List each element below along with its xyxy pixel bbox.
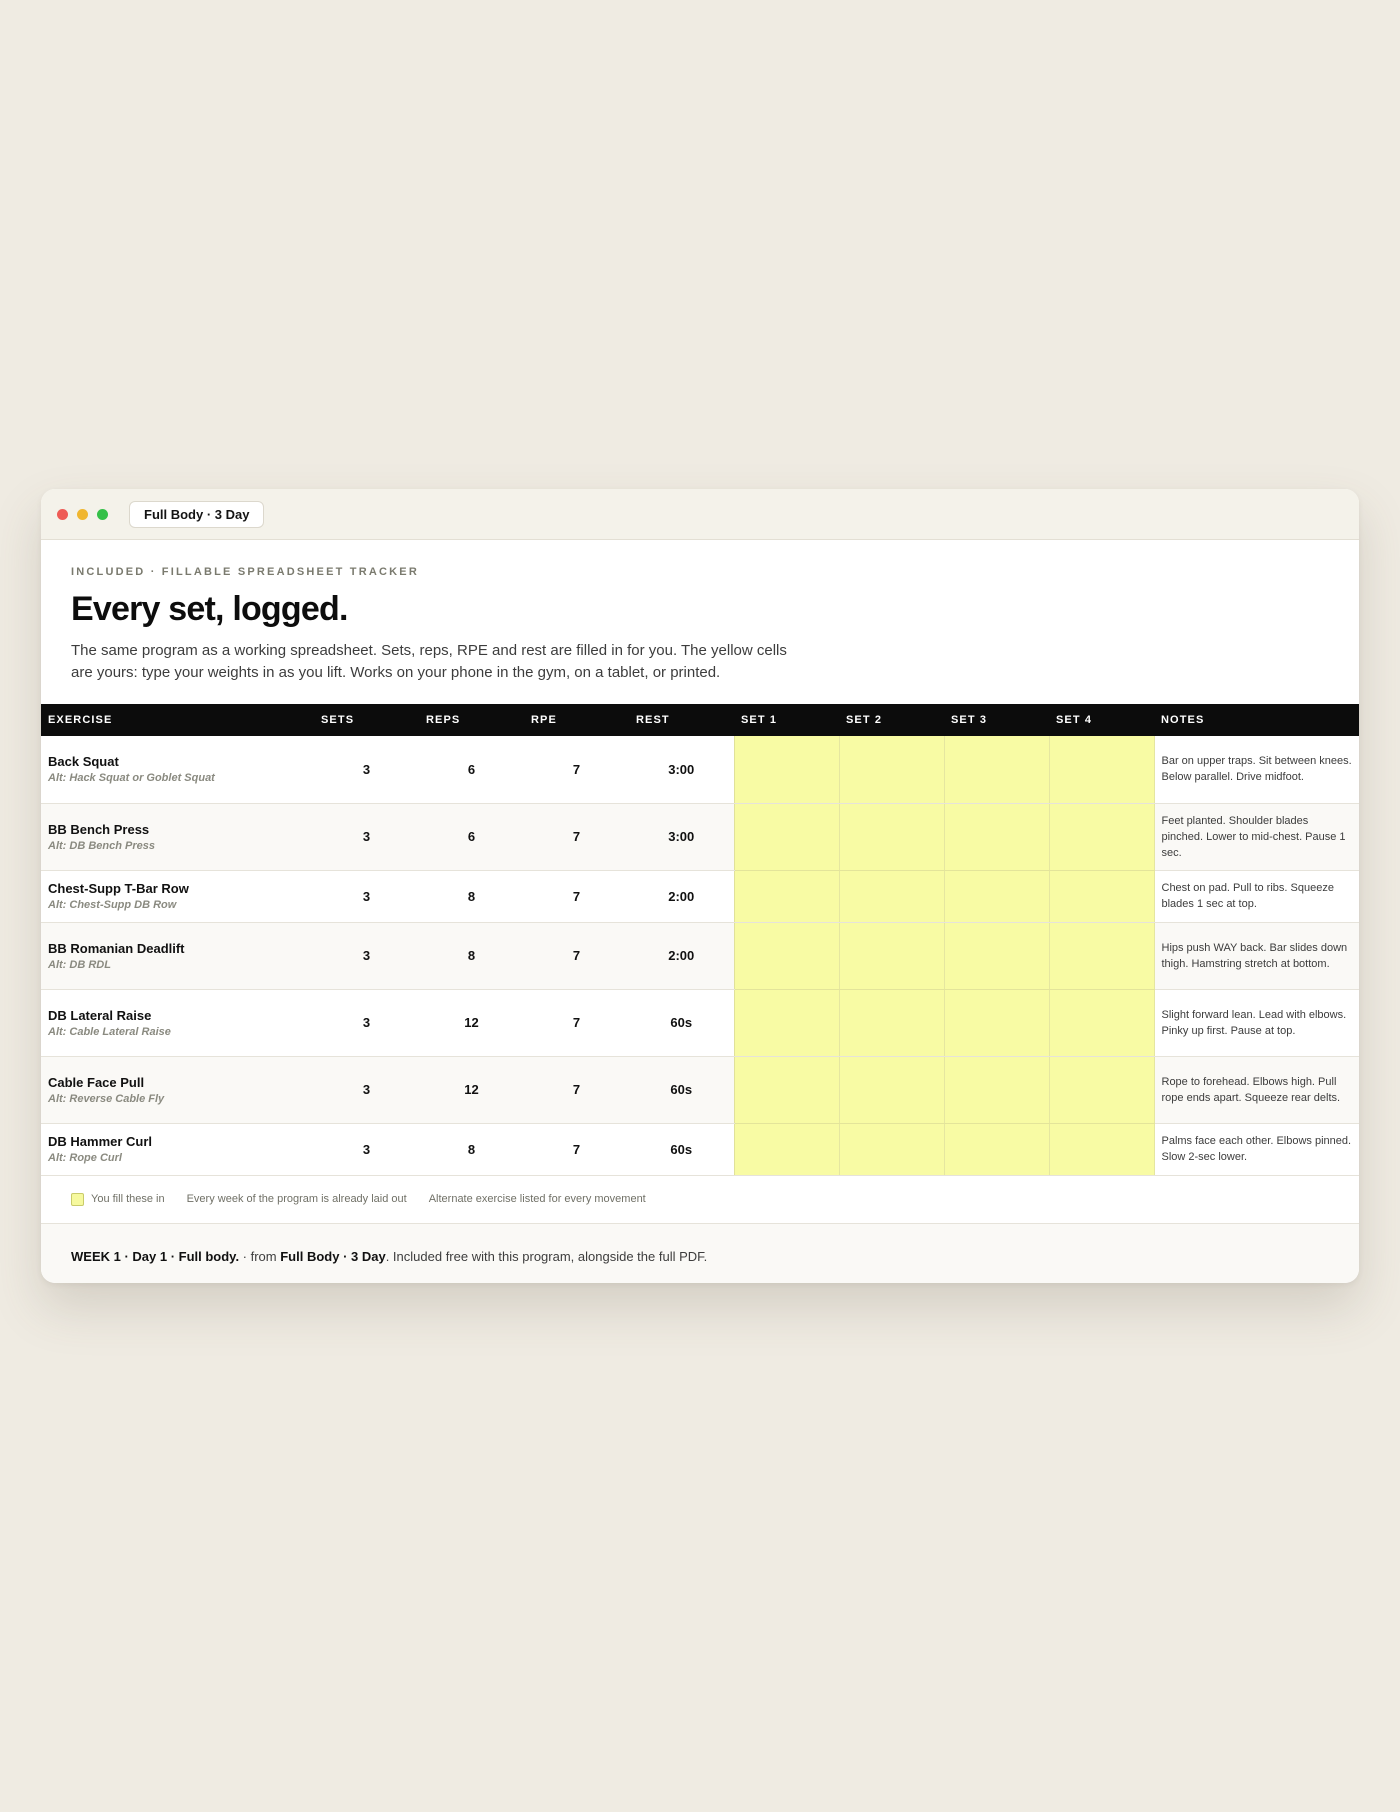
- set-4-weight-input[interactable]: [1057, 828, 1151, 845]
- set-4-weight-cell[interactable]: [1049, 922, 1154, 989]
- sets-cell: 3: [314, 870, 419, 922]
- rpe-cell: 7: [524, 803, 629, 870]
- set-2-weight-cell[interactable]: [839, 989, 944, 1056]
- app-window: [41, 489, 1359, 1283]
- set-3-weight-input[interactable]: [952, 760, 1046, 777]
- table-row: [41, 803, 1359, 870]
- legend-fill: [71, 1193, 165, 1206]
- column-header-rest: REST: [629, 704, 734, 736]
- reps-cell: 8: [419, 1123, 524, 1175]
- exercise-alternate: Alt: DB RDL: [48, 958, 111, 971]
- rpe-cell: 7: [524, 989, 629, 1056]
- legend: [41, 1176, 1359, 1224]
- footer-from: · from: [239, 1249, 281, 1264]
- set-3-weight-cell[interactable]: [944, 922, 1049, 989]
- notes-cell: Palms face each other. Elbows pinned. Slow 2-sec lower.: [1154, 1123, 1359, 1175]
- set-1-weight-input[interactable]: [742, 947, 836, 964]
- set-2-weight-cell[interactable]: [839, 870, 944, 922]
- set-2-weight-cell[interactable]: [839, 736, 944, 803]
- reps-cell: 8: [419, 922, 524, 989]
- minimize-window-button[interactable]: [77, 509, 88, 520]
- tracker-table: [41, 704, 1359, 1176]
- set-1-weight-input[interactable]: [742, 760, 836, 777]
- intro-description: The same program as a working spreadsheet. Sets, reps, RPE and rest are filled in for you. The yellow cells are yours: type your weights in as you lift. Works on your phone in the gym, on a tablet, or printed.: [71, 642, 787, 681]
- rest-cell: 3:00: [629, 736, 734, 803]
- set-2-weight-input[interactable]: [847, 760, 941, 777]
- column-header-sets: SETS: [314, 704, 419, 736]
- column-header-exercise: EXERCISE: [41, 704, 314, 736]
- set-4-weight-input[interactable]: [1057, 1140, 1151, 1157]
- set-1-weight-input[interactable]: [742, 1140, 836, 1157]
- exercise-alternate: Alt: Hack Squat or Goblet Squat: [48, 772, 215, 785]
- set-2-weight-cell[interactable]: [839, 1123, 944, 1175]
- set-4-weight-cell[interactable]: [1049, 989, 1154, 1056]
- set-1-weight-cell[interactable]: [734, 870, 839, 922]
- set-3-weight-input[interactable]: [952, 1014, 1046, 1031]
- set-3-weight-cell[interactable]: [944, 1123, 1049, 1175]
- footer: [41, 1224, 1359, 1284]
- sets-cell: 3: [314, 1056, 419, 1123]
- exercise-alternate: Alt: Reverse Cable Fly: [48, 1092, 165, 1105]
- set-2-weight-input[interactable]: [847, 1140, 941, 1157]
- rpe-cell: 7: [524, 736, 629, 803]
- set-2-weight-input[interactable]: [847, 1014, 941, 1031]
- exercise-cell: [41, 736, 314, 803]
- exercise-alternate: Alt: Chest-Supp DB Row: [48, 899, 177, 911]
- sets-cell: 3: [314, 736, 419, 803]
- notes-cell: Bar on upper traps. Sit between knees. Below parallel. Drive midfoot.: [1154, 736, 1359, 803]
- close-window-button[interactable]: [57, 509, 68, 520]
- eyebrow-label: INCLUDED · FILLABLE SPREADSHEET TRACKER: [71, 566, 419, 578]
- yellow-swatch-icon: [71, 1193, 84, 1206]
- set-4-weight-input[interactable]: [1057, 947, 1151, 964]
- rest-cell: 60s: [629, 1123, 734, 1175]
- legend-alternates: Alternate exercise listed for every movement: [428, 1193, 646, 1205]
- tab-full-body[interactable]: Full Body · 3 Day: [129, 501, 264, 528]
- set-1-weight-input[interactable]: [742, 1081, 836, 1098]
- sets-cell: 3: [314, 1123, 419, 1175]
- exercise-cell: [41, 1056, 314, 1123]
- footer-program: Full Body · 3 Day: [280, 1249, 386, 1264]
- set-3-weight-input[interactable]: [952, 1081, 1046, 1098]
- exercise-alternate: Alt: Cable Lateral Raise: [48, 1025, 171, 1038]
- notes-cell: Rope to forehead. Elbows high. Pull rope ends apart. Squeeze rear delts.: [1154, 1056, 1359, 1123]
- rpe-cell: 7: [524, 1123, 629, 1175]
- set-1-weight-cell[interactable]: [734, 1123, 839, 1175]
- set-3-weight-input[interactable]: [952, 887, 1046, 904]
- set-3-weight-cell[interactable]: [944, 989, 1049, 1056]
- set-3-weight-input[interactable]: [952, 828, 1046, 845]
- set-1-weight-cell[interactable]: [734, 1056, 839, 1123]
- set-1-weight-cell[interactable]: [734, 989, 839, 1056]
- set-1-weight-cell[interactable]: [734, 736, 839, 803]
- set-2-weight-input[interactable]: [847, 1081, 941, 1098]
- set-1-weight-input[interactable]: [742, 1014, 836, 1031]
- reps-cell: 6: [419, 803, 524, 870]
- notes-cell: Feet planted. Shoulder blades pinched. Lower to mid-chest. Pause 1 sec.: [1154, 803, 1359, 870]
- title-bar: [41, 489, 1359, 540]
- set-2-weight-cell[interactable]: [839, 803, 944, 870]
- table-row: [41, 736, 1359, 803]
- set-2-weight-input[interactable]: [847, 828, 941, 845]
- column-header-reps: REPS: [419, 704, 524, 736]
- set-2-weight-cell[interactable]: [839, 922, 944, 989]
- exercise-name: Cable Face Pull: [48, 1074, 145, 1090]
- rest-cell: 3:00: [629, 803, 734, 870]
- legend-fill-label: You fill these in: [91, 1193, 165, 1205]
- set-4-weight-cell[interactable]: [1049, 1123, 1154, 1175]
- exercise-alternate: Alt: DB Bench Press: [48, 839, 155, 852]
- set-3-weight-input[interactable]: [952, 947, 1046, 964]
- set-2-weight-input[interactable]: [847, 947, 941, 964]
- notes-cell: Slight forward lean. Lead with elbows. Pinky up first. Pause at top.: [1154, 989, 1359, 1056]
- table-row: [41, 1056, 1359, 1123]
- set-3-weight-cell[interactable]: [944, 803, 1049, 870]
- set-4-weight-cell[interactable]: [1049, 803, 1154, 870]
- notes-cell: Chest on pad. Pull to ribs. Squeeze blades 1 sec at top.: [1154, 870, 1359, 922]
- set-3-weight-cell[interactable]: [944, 1056, 1049, 1123]
- footer-session: WEEK 1 · Day 1 · Full body.: [71, 1249, 240, 1264]
- page-title: Every set, logged.: [71, 590, 348, 628]
- set-3-weight-input[interactable]: [952, 1140, 1046, 1157]
- table-row: [41, 870, 1359, 922]
- set-4-weight-input[interactable]: [1057, 887, 1151, 904]
- exercise-name: BB Bench Press: [48, 821, 150, 837]
- exercise-cell: [41, 989, 314, 1056]
- exercise-name: BB Romanian Deadlift: [48, 940, 185, 956]
- exercise-name: Back Squat: [48, 754, 119, 770]
- reps-cell: 8: [419, 870, 524, 922]
- exercise-cell: [41, 922, 314, 989]
- sets-cell: 3: [314, 922, 419, 989]
- sets-cell: 3: [314, 989, 419, 1056]
- rest-cell: 2:00: [629, 870, 734, 922]
- rpe-cell: 7: [524, 1056, 629, 1123]
- column-header-rpe: RPE: [524, 704, 629, 736]
- set-1-weight-input[interactable]: [742, 887, 836, 904]
- exercise-cell: [41, 870, 314, 922]
- exercise-alternate: Alt: Rope Curl: [48, 1152, 122, 1164]
- table-row: [41, 1123, 1359, 1175]
- set-3-weight-cell[interactable]: [944, 870, 1049, 922]
- exercise-cell: [41, 803, 314, 870]
- rest-cell: 60s: [629, 989, 734, 1056]
- table-header-row: [41, 704, 1359, 736]
- column-header-set-4: SET 4: [1049, 704, 1154, 736]
- rest-cell: 60s: [629, 1056, 734, 1123]
- set-4-weight-cell[interactable]: [1049, 870, 1154, 922]
- set-1-weight-cell[interactable]: [734, 922, 839, 989]
- column-header-set-2: SET 2: [839, 704, 944, 736]
- exercise-name: Chest-Supp T-Bar Row: [48, 881, 189, 896]
- set-1-weight-input[interactable]: [742, 828, 836, 845]
- rest-cell: 2:00: [629, 922, 734, 989]
- intro-section: [41, 540, 1359, 704]
- set-4-weight-input[interactable]: [1057, 1014, 1151, 1031]
- set-1-weight-cell[interactable]: [734, 803, 839, 870]
- set-4-weight-cell[interactable]: [1049, 736, 1154, 803]
- rpe-cell: 7: [524, 922, 629, 989]
- exercise-name: DB Hammer Curl: [48, 1134, 153, 1149]
- reps-cell: 12: [419, 989, 524, 1056]
- notes-cell: Hips push WAY back. Bar slides down thigh. Hamstring stretch at bottom.: [1154, 922, 1359, 989]
- table-row: [41, 922, 1359, 989]
- legend-weeks: Every week of the program is already laid out: [186, 1193, 407, 1205]
- exercise-name: DB Lateral Raise: [48, 1007, 152, 1023]
- column-header-set-1: SET 1: [734, 704, 839, 736]
- exercise-cell: [41, 1123, 314, 1175]
- maximize-window-button[interactable]: [97, 509, 108, 520]
- reps-cell: 12: [419, 1056, 524, 1123]
- rpe-cell: 7: [524, 870, 629, 922]
- set-2-weight-cell[interactable]: [839, 1056, 944, 1123]
- set-4-weight-input[interactable]: [1057, 760, 1151, 777]
- sets-cell: 3: [314, 803, 419, 870]
- footer-note: . Included free with this program, alongside the full PDF.: [385, 1249, 708, 1264]
- table-row: [41, 989, 1359, 1056]
- column-header-notes: NOTES: [1154, 704, 1359, 736]
- column-header-set-3: SET 3: [944, 704, 1049, 736]
- reps-cell: 6: [419, 736, 524, 803]
- set-4-weight-cell[interactable]: [1049, 1056, 1154, 1123]
- set-3-weight-cell[interactable]: [944, 736, 1049, 803]
- set-4-weight-input[interactable]: [1057, 1081, 1151, 1098]
- set-2-weight-input[interactable]: [847, 887, 941, 904]
